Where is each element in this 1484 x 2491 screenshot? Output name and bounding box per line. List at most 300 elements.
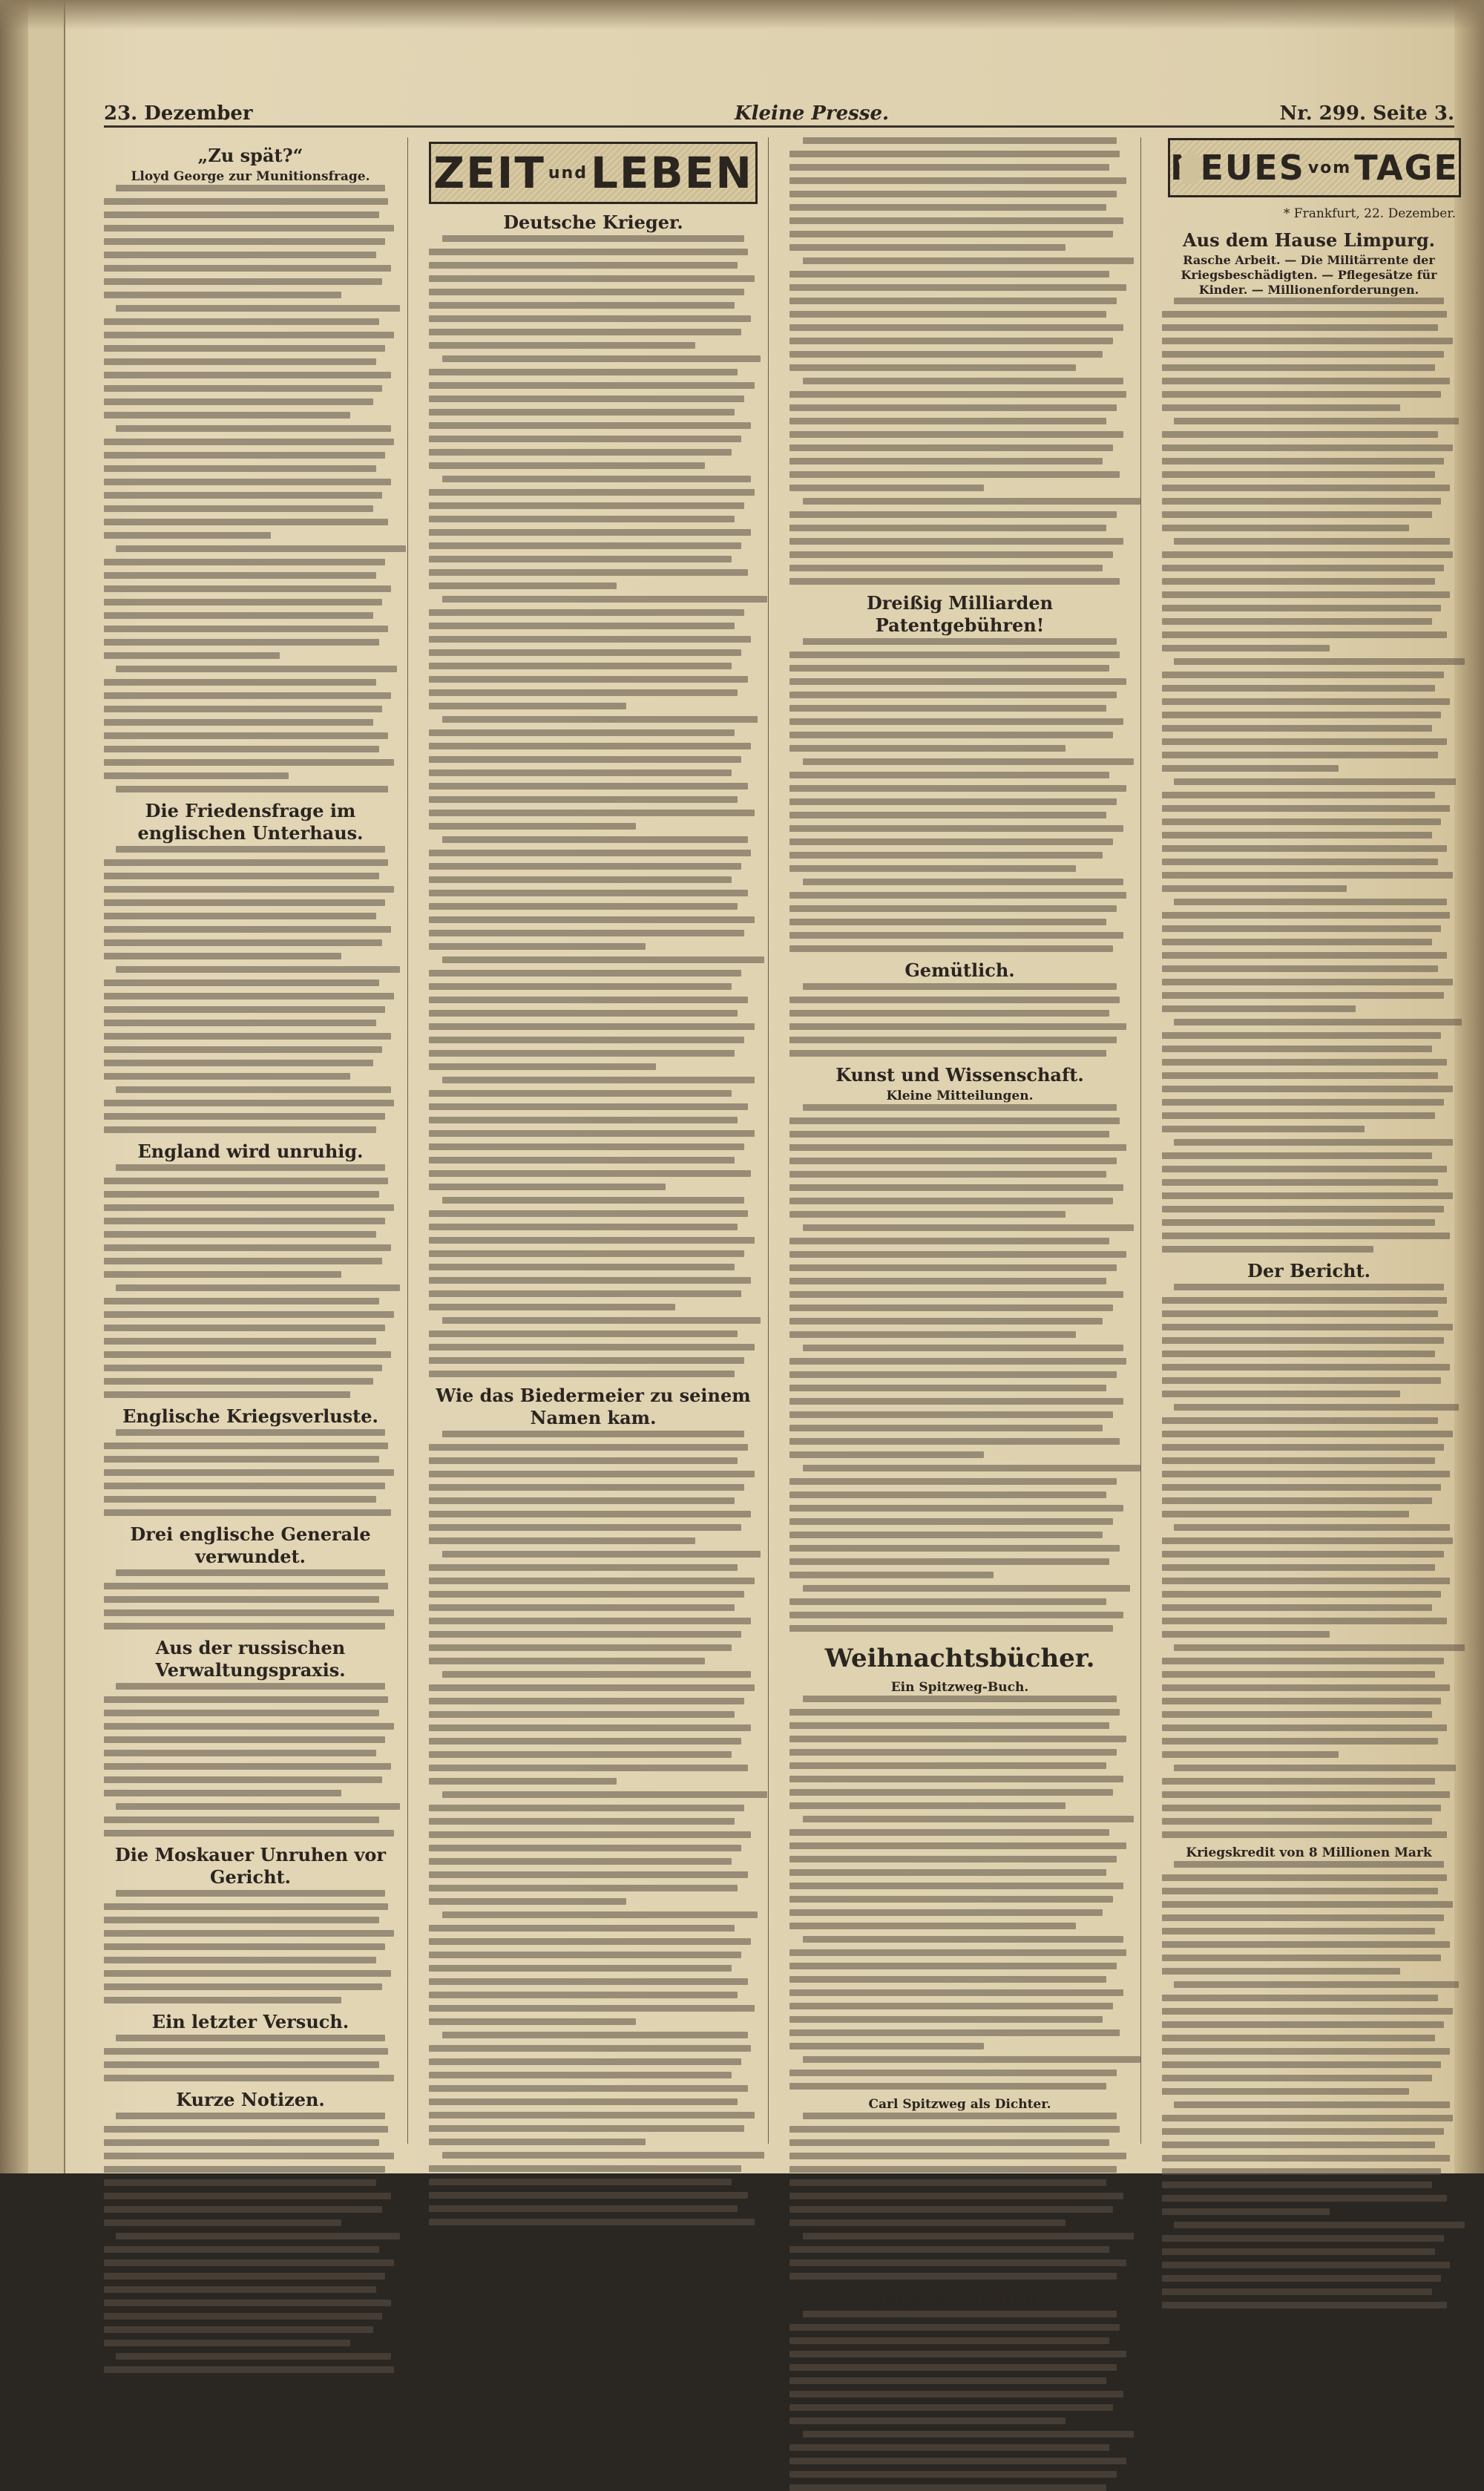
text-line xyxy=(789,997,1120,1003)
text-line xyxy=(429,1978,748,1985)
text-line xyxy=(429,1578,755,1584)
text-line xyxy=(789,2418,1066,2424)
text-line xyxy=(429,1344,755,1350)
text-line xyxy=(429,1010,738,1017)
text-line xyxy=(429,729,735,736)
text-line xyxy=(442,1431,745,1437)
text-line xyxy=(1162,1297,1447,1304)
text-line xyxy=(429,542,741,549)
page-edge xyxy=(1454,0,1484,2173)
text-line xyxy=(1162,685,1435,692)
text-line xyxy=(789,1896,1113,1903)
text-line xyxy=(789,1318,1103,1325)
text-line xyxy=(429,2165,741,2172)
text-line xyxy=(429,1938,751,1945)
text-line xyxy=(429,329,741,335)
text-line xyxy=(104,439,394,445)
text-line xyxy=(429,1618,751,1624)
text-line xyxy=(429,2179,732,2185)
text-line xyxy=(104,1126,376,1133)
text-line xyxy=(1162,1671,1435,1678)
text-line xyxy=(104,1469,394,1476)
text-line xyxy=(789,1789,1113,1796)
text-line xyxy=(429,1537,695,1544)
text-line xyxy=(1162,805,1450,812)
article-title: Kunst und Wissenschaft. xyxy=(835,1064,1084,1086)
text-line xyxy=(789,1762,1106,1769)
column-1 xyxy=(104,137,408,2144)
article-title: Kurze Notizen. xyxy=(176,2089,325,2110)
text-line xyxy=(1162,1086,1453,1092)
text-line xyxy=(789,217,1123,224)
text-line xyxy=(104,1790,341,1796)
text-line xyxy=(789,2126,1120,2133)
text-line xyxy=(789,391,1126,398)
text-line xyxy=(104,1957,376,1963)
text-line xyxy=(429,1631,741,1638)
text-line xyxy=(789,404,1117,411)
text-line xyxy=(429,1818,735,1825)
text-line xyxy=(1162,672,1444,678)
text-line xyxy=(1162,1711,1432,1718)
text-line xyxy=(789,919,1106,925)
text-line xyxy=(104,572,376,579)
text-line xyxy=(1162,979,1453,985)
text-line xyxy=(803,137,1116,144)
text-line xyxy=(429,2045,751,2052)
text-line xyxy=(104,1997,341,2003)
issue-date: 23. Dezember xyxy=(104,102,253,125)
text-line xyxy=(116,1569,385,1576)
text-line xyxy=(1174,658,1465,665)
text-line xyxy=(1162,338,1453,344)
text-line xyxy=(1162,1805,1441,1811)
text-line xyxy=(1162,1350,1435,1357)
text-line xyxy=(429,1050,735,1057)
text-line xyxy=(789,2179,1106,2186)
text-line xyxy=(429,1117,738,1123)
article-title: Die Moskauer Unruhen vor Gericht. xyxy=(114,1844,387,1888)
text-line xyxy=(1162,431,1438,438)
text-line xyxy=(1162,591,1450,598)
text-line xyxy=(789,1909,1103,1916)
text-line xyxy=(104,2048,388,2055)
article-body xyxy=(1162,1861,1456,2308)
text-line xyxy=(104,398,373,405)
text-line xyxy=(789,1131,1109,1138)
text-line xyxy=(429,970,741,977)
text-line xyxy=(104,1231,376,1238)
text-line xyxy=(104,2139,379,2146)
zeit-und-leben-masthead: ZEIT und LEBEN xyxy=(429,142,758,204)
text-line xyxy=(104,612,373,619)
text-line xyxy=(116,666,397,672)
text-line xyxy=(1174,1644,1465,1651)
text-line xyxy=(789,191,1117,197)
text-line xyxy=(104,873,379,879)
text-line xyxy=(104,886,394,893)
text-line xyxy=(1162,1417,1438,1424)
text-line xyxy=(1162,1192,1453,1199)
text-line xyxy=(1162,2275,1441,2282)
text-line xyxy=(429,1684,755,1691)
text-line xyxy=(104,1046,382,1053)
text-line xyxy=(429,756,741,763)
text-line xyxy=(1162,2302,1447,2308)
text-line xyxy=(1162,2008,1453,2015)
text-line xyxy=(429,1371,735,1377)
text-line xyxy=(104,1903,388,1910)
text-line xyxy=(104,1583,388,1589)
text-line xyxy=(116,2035,385,2041)
text-line xyxy=(104,1060,373,1066)
text-line xyxy=(429,1898,626,1905)
text-line xyxy=(1162,364,1435,371)
article-title: „Zu spät?“ xyxy=(197,145,303,166)
text-line xyxy=(803,1104,1116,1111)
text-line xyxy=(116,545,406,552)
text-line xyxy=(116,185,385,191)
article-body xyxy=(789,638,1130,952)
text-line xyxy=(104,1596,379,1603)
text-line xyxy=(789,838,1113,845)
text-line xyxy=(429,609,744,616)
text-line xyxy=(789,1598,1106,1605)
text-line xyxy=(1174,1284,1444,1290)
text-line xyxy=(429,1210,748,1217)
text-line xyxy=(104,1271,341,1278)
text-line xyxy=(104,505,373,512)
text-line xyxy=(789,1949,1126,1956)
text-line xyxy=(104,2273,385,2280)
text-line xyxy=(104,2206,382,2213)
text-line xyxy=(789,825,1123,832)
text-line xyxy=(1174,538,1450,545)
text-line xyxy=(442,836,748,843)
text-line xyxy=(104,1311,394,1318)
text-line xyxy=(1174,1861,1444,1868)
text-line xyxy=(104,719,373,726)
text-line xyxy=(104,979,379,986)
article-title: Aus der russischen Verwaltungspraxis. xyxy=(155,1637,346,1681)
text-line xyxy=(104,2075,394,2081)
text-line xyxy=(429,315,751,322)
text-line xyxy=(803,1465,1140,1471)
paper-name: Kleine Presse. xyxy=(735,102,890,125)
text-line xyxy=(429,1143,744,1150)
article-body xyxy=(104,1429,397,1516)
text-line xyxy=(789,418,1106,424)
text-line xyxy=(803,498,1140,505)
text-line xyxy=(789,1050,1106,1057)
text-line xyxy=(789,1291,1123,1298)
text-line xyxy=(789,364,1076,371)
article-title: Deutsche Krieger. xyxy=(503,211,683,233)
text-line xyxy=(803,1585,1130,1592)
text-line xyxy=(429,1184,666,1190)
text-line xyxy=(789,231,1113,237)
text-line xyxy=(104,1509,391,1516)
text-line xyxy=(104,465,376,472)
text-line xyxy=(1162,698,1450,705)
text-line xyxy=(789,431,1123,438)
text-line xyxy=(789,2391,1123,2398)
text-line xyxy=(429,1724,751,1731)
text-line xyxy=(803,257,1133,264)
text-line xyxy=(789,1612,1123,1618)
text-line xyxy=(789,1842,1126,1849)
text-line xyxy=(104,358,376,365)
text-line xyxy=(429,769,732,776)
text-line xyxy=(442,476,751,482)
text-line xyxy=(429,1644,732,1651)
text-line xyxy=(442,1911,758,1918)
text-line xyxy=(789,745,1066,752)
text-line xyxy=(104,211,379,218)
text-line xyxy=(789,1883,1123,1889)
text-line xyxy=(429,1063,656,1070)
text-line xyxy=(104,225,394,232)
article-title: Die Friedensfrage im englischen Unterhaus. xyxy=(137,800,364,844)
text-line xyxy=(1162,1126,1365,1132)
text-line xyxy=(104,939,382,946)
text-line xyxy=(789,812,1106,818)
text-line xyxy=(104,412,350,419)
text-line xyxy=(104,2340,350,2346)
text-line xyxy=(429,582,617,589)
text-line xyxy=(789,732,1113,738)
text-line xyxy=(1162,485,1450,491)
text-line xyxy=(1162,845,1447,852)
text-line xyxy=(104,1483,385,1489)
article-body xyxy=(104,185,397,792)
text-line xyxy=(1162,1166,1447,1172)
article-title: Englische Kriegsverluste. xyxy=(122,1405,378,1427)
text-line xyxy=(789,271,1109,278)
text-line xyxy=(789,338,1113,344)
text-line xyxy=(789,244,1066,251)
text-line xyxy=(429,649,741,656)
text-line xyxy=(789,2193,1123,2199)
text-line xyxy=(789,551,1113,558)
text-line xyxy=(1162,1778,1435,1785)
text-line xyxy=(1174,778,1456,785)
text-line xyxy=(789,2484,1106,2491)
article-body xyxy=(104,1164,397,1398)
text-line xyxy=(429,1277,751,1284)
text-line xyxy=(1162,1206,1444,1212)
text-line xyxy=(1162,885,1347,892)
text-line xyxy=(789,798,1117,805)
text-line xyxy=(104,1983,382,1990)
text-line xyxy=(104,2300,391,2306)
text-line xyxy=(789,1264,1117,1271)
text-line xyxy=(442,1791,768,1798)
text-line xyxy=(429,1778,617,1785)
text-line xyxy=(104,599,382,605)
text-line xyxy=(1162,1751,1339,1758)
text-line xyxy=(789,2471,1117,2478)
text-line xyxy=(789,1532,1103,1538)
text-line xyxy=(789,177,1126,184)
text-line xyxy=(789,785,1126,792)
text-line xyxy=(789,2206,1113,2213)
text-line xyxy=(104,1710,379,1716)
text-line xyxy=(1162,1604,1432,1611)
text-line xyxy=(1162,645,1330,652)
text-line xyxy=(789,2324,1120,2331)
text-line xyxy=(429,1023,755,1030)
text-line xyxy=(429,623,735,629)
text-line xyxy=(1162,712,1441,718)
text-line xyxy=(104,1244,391,1251)
text-line xyxy=(1162,1046,1432,1052)
text-line xyxy=(429,1497,735,1504)
text-line xyxy=(429,529,751,536)
text-line xyxy=(104,759,394,766)
text-line xyxy=(803,879,1123,885)
text-line xyxy=(789,2153,1126,2159)
text-line xyxy=(803,983,1116,990)
text-line xyxy=(789,2219,1066,2226)
text-line xyxy=(104,318,379,325)
text-line xyxy=(789,1371,1117,1378)
text-line xyxy=(442,1077,755,1083)
text-line xyxy=(1162,1564,1435,1571)
text-line xyxy=(789,1184,1123,1191)
text-line xyxy=(116,305,400,312)
text-line xyxy=(429,1831,751,1838)
text-line xyxy=(1162,738,1447,745)
text-line xyxy=(104,2061,379,2068)
text-line xyxy=(429,703,626,709)
text-line xyxy=(429,2192,748,2199)
text-line xyxy=(429,916,755,923)
text-line xyxy=(429,1103,748,1110)
text-line xyxy=(803,2056,1140,2063)
article-body xyxy=(104,2035,397,2081)
text-line xyxy=(1162,1246,1373,1253)
text-line xyxy=(789,351,1103,358)
text-line xyxy=(1162,992,1444,999)
text-line xyxy=(116,2233,400,2239)
text-line xyxy=(789,311,1106,318)
text-line xyxy=(789,2377,1106,2384)
text-line xyxy=(1162,1484,1441,1491)
text-line xyxy=(429,1765,748,1771)
text-line xyxy=(429,689,738,696)
text-line xyxy=(429,783,748,790)
text-line xyxy=(429,876,732,883)
text-line xyxy=(429,289,744,295)
text-line xyxy=(1162,872,1453,879)
text-line xyxy=(789,1776,1123,1782)
text-line xyxy=(789,1491,1106,1498)
article-title: Aus dem Hause Limpurg. xyxy=(1183,229,1435,251)
article-body xyxy=(789,1104,1130,1632)
article-body xyxy=(1162,298,1456,1253)
text-line xyxy=(1162,2061,1441,2068)
text-line xyxy=(1162,1059,1447,1066)
text-line xyxy=(789,511,1117,518)
text-line xyxy=(1162,2075,1432,2081)
text-line xyxy=(429,997,748,1003)
article-title: Jugendschriften. xyxy=(876,2287,1043,2308)
text-line xyxy=(104,519,388,525)
text-line xyxy=(116,966,400,973)
text-line xyxy=(1162,1698,1441,1704)
text-line xyxy=(429,1444,748,1451)
text-line xyxy=(104,626,388,632)
text-line xyxy=(1162,1444,1444,1451)
text-line xyxy=(1162,1941,1450,1948)
text-line xyxy=(442,235,745,242)
text-line xyxy=(1162,1618,1447,1624)
text-line xyxy=(104,559,385,565)
text-line xyxy=(803,1224,1133,1231)
text-line xyxy=(429,569,748,576)
text-line xyxy=(116,1890,385,1897)
text-line xyxy=(803,758,1133,765)
binding-shadow xyxy=(0,0,28,2173)
text-line xyxy=(104,2366,394,2373)
text-line xyxy=(429,449,732,456)
text-line xyxy=(1162,1684,1450,1691)
text-line xyxy=(429,2219,755,2225)
text-line xyxy=(429,1952,741,1958)
text-line xyxy=(104,679,376,686)
article-title: Wie das Biedermeier zu seinem Namen kam. xyxy=(436,1385,751,1428)
text-line xyxy=(789,1869,1106,1876)
text-line xyxy=(1162,1337,1444,1344)
text-line xyxy=(104,1325,385,1331)
text-line xyxy=(789,852,1103,859)
text-line xyxy=(429,396,744,402)
text-line xyxy=(429,1224,738,1230)
text-line xyxy=(1162,2128,1444,2135)
text-line xyxy=(429,2072,732,2078)
text-line xyxy=(104,198,388,205)
text-line xyxy=(429,1170,751,1177)
text-line xyxy=(789,204,1106,211)
text-line xyxy=(429,743,751,749)
text-line xyxy=(1162,792,1435,798)
text-line xyxy=(789,1856,1117,1862)
text-line xyxy=(429,930,744,936)
text-line xyxy=(116,1086,391,1093)
text-line xyxy=(104,1776,382,1783)
text-line xyxy=(116,1683,385,1690)
text-line xyxy=(104,639,379,646)
text-line xyxy=(104,1378,373,1385)
text-line xyxy=(1162,311,1447,318)
text-line xyxy=(789,1358,1126,1365)
text-line xyxy=(1162,832,1432,838)
text-line xyxy=(789,1304,1113,1311)
text-line xyxy=(104,1970,391,1977)
text-line xyxy=(429,636,751,643)
text-line xyxy=(1162,1724,1447,1731)
text-line xyxy=(1162,551,1453,558)
text-line xyxy=(442,1317,761,1324)
text-line xyxy=(1162,818,1441,825)
text-line xyxy=(803,1936,1123,1943)
text-line xyxy=(789,1802,1066,1809)
text-line xyxy=(789,2070,1117,2076)
text-line xyxy=(442,716,758,723)
article-body xyxy=(104,846,397,1133)
text-line xyxy=(789,164,1109,171)
